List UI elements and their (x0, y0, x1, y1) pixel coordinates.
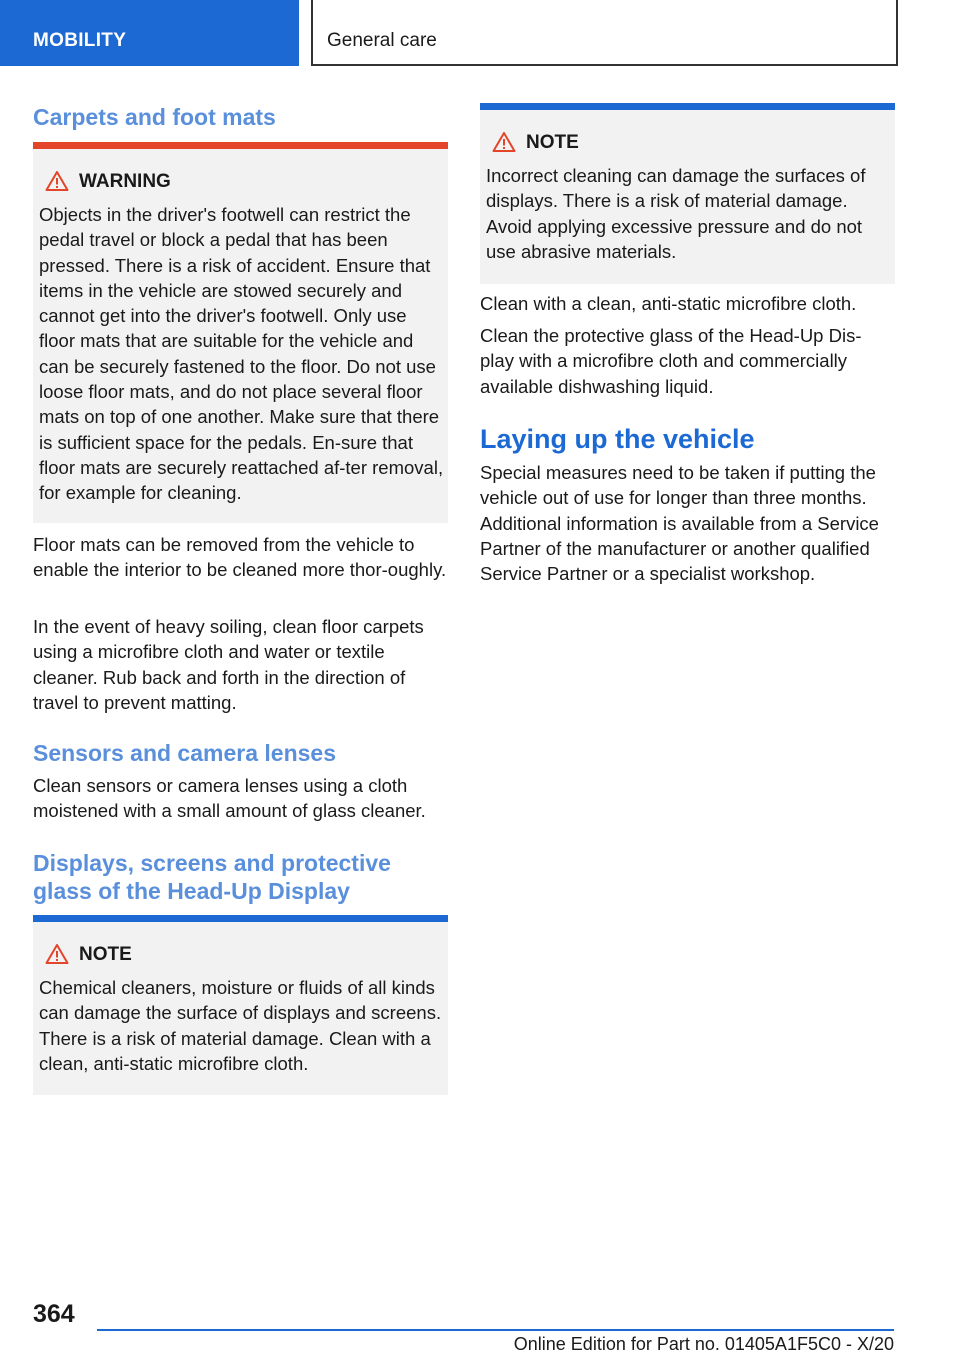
footer-divider (97, 1329, 894, 1331)
note-bar (33, 915, 448, 922)
warning-title: WARNING (79, 171, 171, 192)
clean-paragraph: Clean with a clean, anti-static microfibre cloth. (480, 293, 857, 314)
carpets-heading: Carpets and foot mats (33, 104, 276, 130)
note-text: Chemical cleaners, moisture or fluids of all kinds can damage the surface of displays and screens. There is a risk of material damage. Clean with a clean, anti-static microfibre cloth. (39, 977, 442, 1074)
displays-heading-line-2: glass of the Head-Up Display (33, 878, 350, 904)
header-chapter-tab (311, 0, 898, 66)
note-title: NOTE (79, 944, 132, 965)
sensors-paragraph: Clean sensors or camera lenses using a cloth moistened with a small amount of glass cleaner. (33, 775, 426, 822)
header-chapter-label: General care (327, 30, 437, 51)
note-title: NOTE (526, 132, 579, 153)
sensors-heading: Sensors and camera lenses (33, 740, 336, 766)
footer-edition: Online Edition for Part no. 01405A1F5C0 - X/20 (513, 1334, 894, 1354)
note-box-cleaning (480, 103, 895, 284)
laying-up-heading: Laying up the vehicle (480, 424, 755, 454)
warning-box (33, 142, 448, 523)
hud-paragraph: Clean the protective glass of the Head-Up Dis-play with a microfibre cloth and commercially available dishwashing liquid. (480, 325, 862, 397)
soiling-paragraph: In the event of heavy soiling, clean floor carpets using a microfibre cloth and water or textile cleaner. Rub back and forth in the direction of travel to prevent matting. (33, 616, 424, 713)
warning-triangle-icon (45, 170, 69, 192)
page-number: 364 (33, 1300, 75, 1328)
warning-triangle-icon (45, 943, 69, 965)
floor-mats-paragraph: Floor mats can be removed from the vehicle to enable the interior to be cleaned more thor-oughly. (33, 534, 447, 581)
note-text: Incorrect cleaning can damage the surfaces of displays. There is a risk of material damage. Avoid applying excessive pressure and do not use abrasive materials. (486, 165, 866, 262)
warning-text: Objects in the driver's footwell can restrict the pedal travel or block a pedal that has been pressed. There is a risk of accident. Ensure that items in the vehicle are stowed securely and cannot get into the driver's footwell. Only use floor mats that are suitable for the vehicle and can be securely fastened to the floor. Do not use loose floor mats, and do not place several floor mats on top of one another. Make sure that there is sufficient space for the pedals. En-sure that floor mats are securely reattached af-ter removal, for example for cleaning. (39, 204, 444, 504)
laying-up-paragraph: Special measures need to be taken if putting the vehicle out of use for longer than three months. Additional information is available from a Service Partner of the manufacturer or another qualified Service Partner or a specialist workshop. (480, 462, 879, 585)
header-section-tab (0, 0, 299, 66)
warning-triangle-icon (492, 131, 516, 153)
displays-heading-line-1: Displays, screens and protective (33, 850, 391, 876)
header-section-label: MOBILITY (33, 30, 127, 51)
warning-bar (33, 142, 448, 149)
note-bar (480, 103, 895, 110)
note-box-displays (33, 915, 448, 1095)
